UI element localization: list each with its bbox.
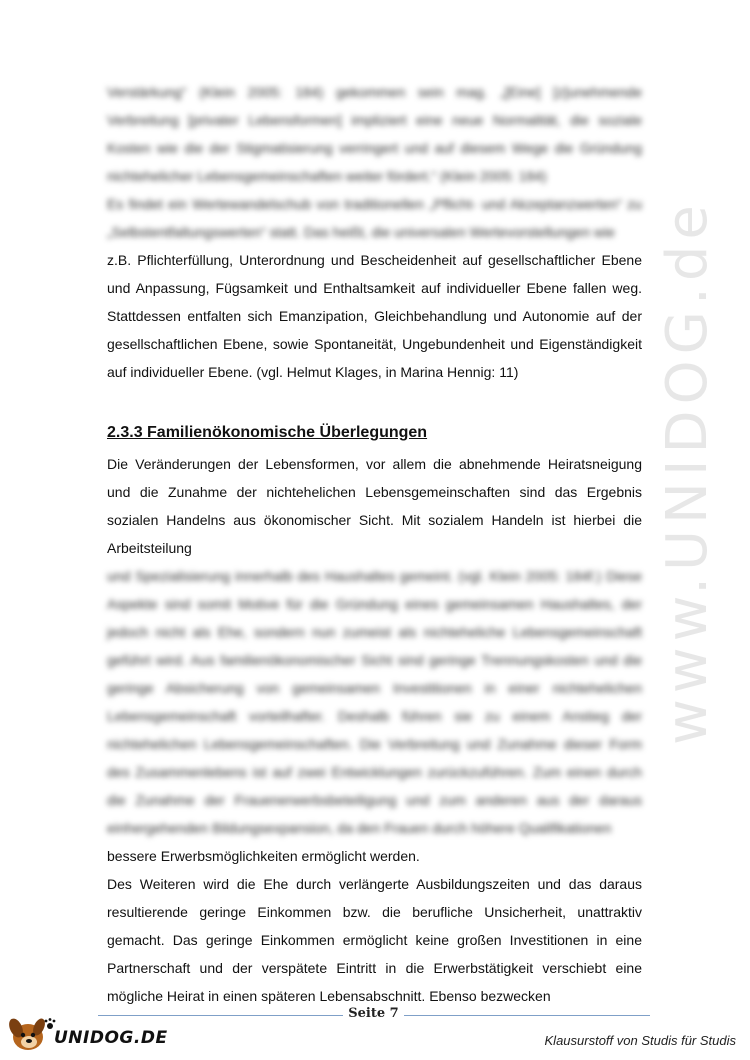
blurred-paragraph: und Spezialisierung innerhalb des Haushaltes gemeint. (vgl. Klein 2005: 184f.) Diese Aspekte sind somit Motive für die Gründung eines gemeinsamen Haushaltes, der jedoch nicht als Ehe, sondern nun zumeist als nichteheliche Lebensgemeinschaft geführt wird. Aus familienökonomischer Sicht sind geringe Trennungskosten und die geringe Absicherung von gemeinsamen Investitionen in einer nichtehelichen Lebensgemeinschaft vorteilhafter. Deshalb führen sie zu einem Anstieg der nichtehelichen Lebensgemeinschaften. Die Verbreitung und Zunahme dieser Form des Zusammenlebens ist auf zwei Entwicklungen zurückzuführen. Zum einen durch die Zunahme der Frauenerwerbsbeteiligung und zum anderen aus der daraus einhergehenden Bildungsexpansion, da den Frauen durch höhere Qualifikationen bbox=[107, 568, 642, 836]
footer-tagline: Klausurstoff von Studis für Studis bbox=[544, 1033, 736, 1048]
body-paragraph: Die Veränderungen der Lebensformen, vor allem die abnehmende Heiratsneigung und die Zunahme der nichtehelichen Lebensgemeinschaften sind das Ergebnis sozialen Handelns aus ökonomischer Sicht. Mit sozialem Handeln ist hierbei die Arbeitsteilung bbox=[107, 456, 642, 556]
footer-divider-right bbox=[404, 1015, 650, 1016]
blurred-paragraph: Es findet ein Wertewandelschub von traditionellen „Pflicht- und Akzeptanzwerten“ zu „Selbstentfaltungswerten“ statt. Das heißt, die universalen Wertevorstellungen wie bbox=[107, 196, 642, 240]
body-paragraph: z.B. Pflichterfüllung, Unterordnung und Bescheidenheit auf gesellschaftlicher Ebene und Anpassung, Fügsamkeit und Enthaltsamkeit auf individueller Ebene fallen weg. Stattdessen entfalten sich Emanzipation, Gleichbehandlung und Autonomie auf der gesellschaftlichen Ebene, sowie Spontaneität, Ungebundenheit und Eigenständigkeit auf individueller Ebene. (vgl. Helmut Klages, in Marina Hennig: 11) bbox=[107, 252, 642, 380]
logo-text: UNIDOG.DE bbox=[54, 1028, 168, 1048]
page-number: Seite 7 bbox=[348, 1006, 399, 1021]
watermark-text: www.UNIDOG.de bbox=[655, 199, 720, 745]
body-paragraph: Des Weiteren wird die Ehe durch verlängerte Ausbildungszeiten und das daraus resultierende geringe Einkommen bzw. die berufliche Unsicherheit, unattraktiv gemacht. Das geringe Einkommen ermöglicht keine großen Investitionen in eine Partnerschaft und der verspätete Eintritt in die Erwerbstätigkeit verschiebt eine mögliche Heirat in einen späteren Lebensabschnitt. Ebenso bezwecken bbox=[107, 876, 642, 1004]
page-content bbox=[107, 78, 642, 1010]
section-heading: 2.3.3 Familienökonomische Überlegungen bbox=[107, 424, 428, 441]
body-paragraph: bessere Erwerbsmöglichkeiten ermöglicht werden. bbox=[107, 848, 420, 864]
blurred-paragraph: Verstärkung“ (Klein 2005: 184) gekommen sein mag. „[Eine] [z]unehmende Verbreitung [privater Lebensformen] impliziert eine neue Normalität, die soziale Kosten wie die der Stigmatisierung verringert und auf diesem Wege die Gründung nichtehelicher Lebensgemeinschaften weiter fördert.“ (Klein 2005: 184) bbox=[107, 84, 642, 184]
